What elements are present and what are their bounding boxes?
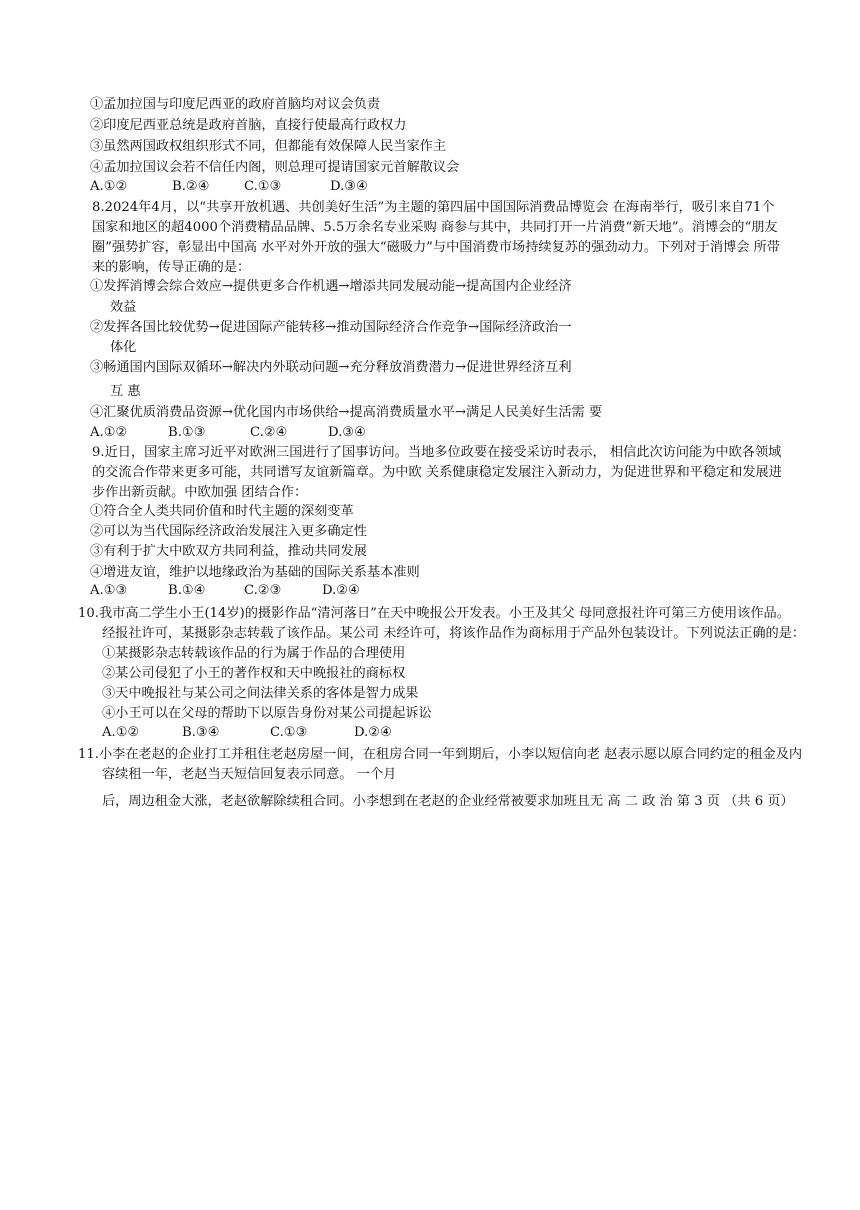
q10-stem-cont: 经报社许可，某摄影杂志转载了该作品。某公司 未经许可，将该作品作为商标用于产品外包装设计。下列说法正确的是： (102, 626, 806, 641)
q8-statement-4: ④汇聚优质消费品资源→优化国内市场供给→提高消费质量水平→满足人民美好生活需 要 (90, 405, 603, 420)
q8-statement-3-cont: 互 惠 (110, 384, 141, 399)
q7-statement-3: ③虽然两国政权组织形式不同，但都能有效保障人民当家作主 (90, 139, 447, 154)
q7-option-d[interactable]: D.③④ (330, 179, 368, 194)
q8-options (90, 424, 366, 442)
q11-stem-cont: 容续租一年，老赵当天短信回复表示同意。 一个月 (102, 767, 397, 782)
q9-options (90, 582, 360, 600)
q8-option-a[interactable]: A.①② (90, 425, 128, 440)
q8-option-d[interactable]: D.③④ (328, 425, 366, 440)
q10-option-c[interactable]: C.①③ (270, 725, 308, 740)
q9-option-b[interactable]: B.①④ (168, 583, 206, 598)
q10-statement-4: ④小王可以在父母的帮助下以原告身份对某公司提起诉讼 (102, 706, 432, 721)
q9-option-a[interactable]: A.①③ (90, 583, 128, 598)
q10-stem: 10.我市高二学生小王(14岁)的摄影作品“清河落日”在天中晚报公开发表。小王及其父 母同意报社许可第三方使用该作品。 (78, 606, 790, 621)
q8-statement-1-cont: 效益 (110, 300, 137, 315)
q8-statement-3: ③畅通国内国际双循环→解决内外联动问题→充分释放消费潜力→促进世界经济互利 (90, 360, 572, 375)
q8-statement-2-cont: 体化 (110, 340, 137, 355)
q11-stem-footer-line: 后，周边租金大涨，老赵欲解除续租合同。小李想到在老赵的企业经常被要求加班且无 高 二 政 治 第 3 页 （共 6 页） (102, 794, 794, 809)
q8-stem: 8.2024年4月，以“共享开放机遇、共创美好生活”为主题的第四届中国国际消费品博览会 在海南举行，吸引来自71个国家和地区的超4000个消费精品品牌、5.5万余名专业采购 商参与其中，共同打开一片消费“新天地”。消博会的“朋友圈”强势扩容，彰显出中国高 水平对外开放的强大“磁吸力”与中国消费市场持续复苏的强劲动力。下列对于消博会 所带来的影响，传导正确的是： (92, 200, 780, 275)
q9-stem: 9.近日，国家主席习近平对欧洲三国进行了国事访问。当地多位政要在接受采访时表示， 相信此次访问能为中欧各领域的交流合作带来更多可能，共同谱写友谊新篇章。为中欧 关系健康稳定发展注入新动力，为促进世界和平稳定和发展进步作出新贡献。中欧加强 团结合作： (92, 445, 782, 500)
q11-stem: 11.小李在老赵的企业打工并租住老赵房屋一间，在租房合同一年到期后，小李以短信向老 赵表示愿以原合同约定的租金及内 (78, 747, 803, 762)
q8-statement-2: ②发挥各国比较优势→促进国际产能转移→推动国际经济合作竞争→国际经济政治一 (90, 320, 572, 335)
q7-statement-2: ②印度尼西亚总统是政府首脑，直接行使最高行政权力 (90, 118, 407, 133)
q10-option-b[interactable]: B.③④ (182, 725, 220, 740)
q10-option-a[interactable]: A.①② (102, 725, 140, 740)
q8-statement-1: ①发挥消博会综合效应→提供更多合作机遇→增添共同发展动能→提高国内企业经济 (90, 279, 572, 294)
q9-statement-1: ①符合全人类共同价值和时代主题的深刻变革 (90, 504, 354, 519)
q10-statement-1: ①某摄影杂志转载该作品的行为属于作品的合理使用 (102, 646, 406, 661)
q9-option-d[interactable]: D.②④ (322, 583, 360, 598)
q7-option-c[interactable]: C.①③ (244, 179, 282, 194)
q9-statement-3: ③有利于扩大中欧双方共同利益，推动共同发展 (90, 544, 367, 559)
q8-option-b[interactable]: B.①③ (168, 425, 206, 440)
q10-option-d[interactable]: D.②④ (354, 725, 392, 740)
q7-options (90, 178, 368, 196)
q7-option-a[interactable]: A.①② (90, 179, 128, 194)
q9-statement-2: ②可以为当代国际经济政治发展注入更多确定性 (90, 524, 367, 539)
q8-option-c[interactable]: C.②④ (250, 425, 288, 440)
q9-option-c[interactable]: C.②③ (244, 583, 282, 598)
q9-statement-4: ④增进友谊，维护以地缘政治为基础的国际关系基本准则 (90, 565, 420, 580)
q10-options (102, 724, 392, 742)
q10-statement-2: ②某公司侵犯了小王的著作权和天中晚报社的商标权 (102, 666, 406, 681)
q7-statement-1: ①孟加拉国与印度尼西亚的政府首脑均对议会负责 (90, 97, 381, 112)
q7-option-b[interactable]: B.②④ (172, 179, 210, 194)
q7-statement-4: ④孟加拉国议会若不信任内阁，则总理可提请国家元首解散议会 (90, 160, 460, 175)
q10-statement-3: ③天中晚报社与某公司之间法律关系的客体是智力成果 (102, 686, 419, 701)
